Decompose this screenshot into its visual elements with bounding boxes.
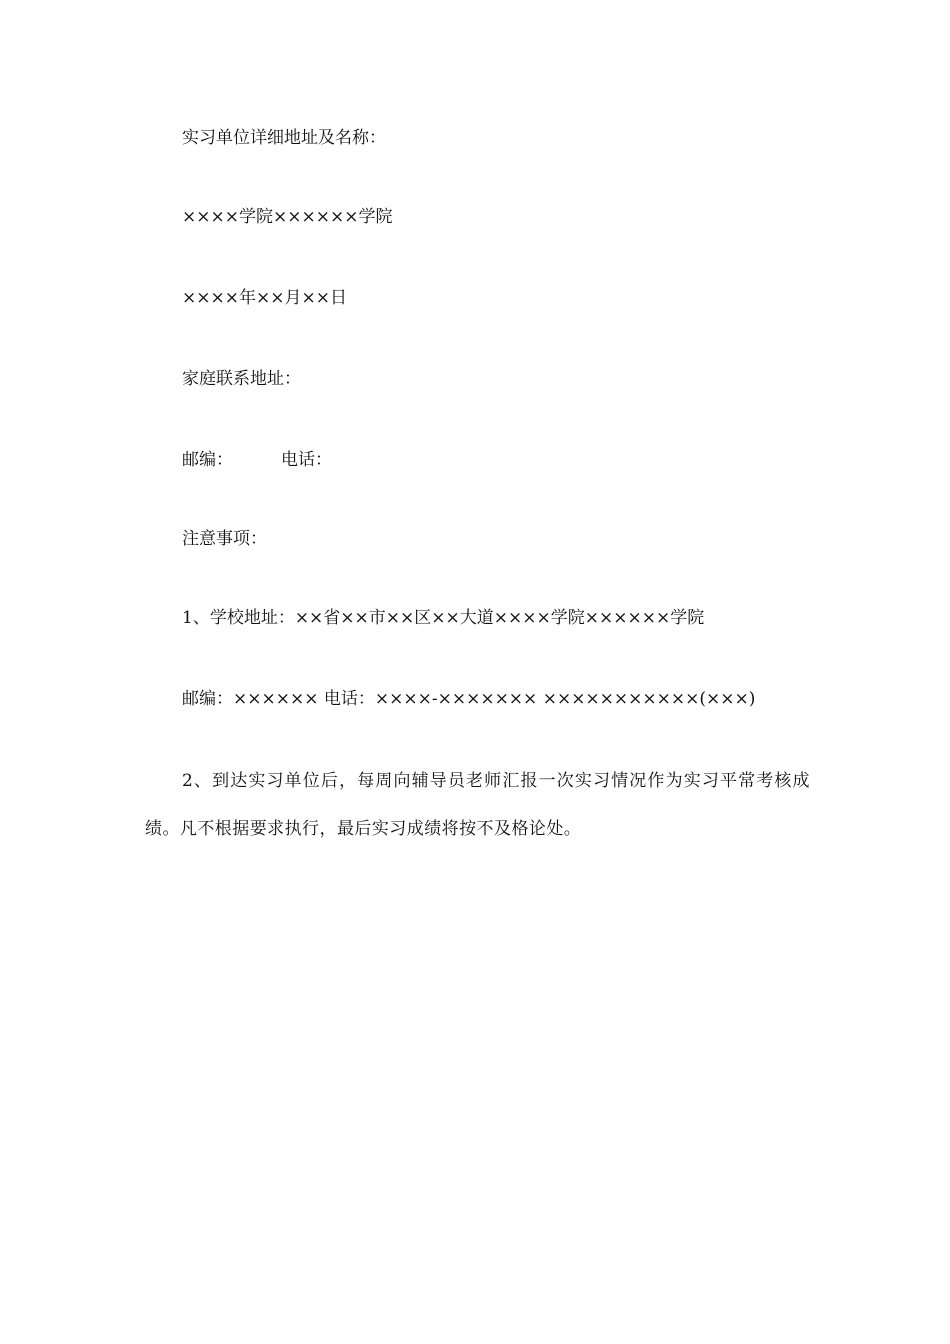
home-address-label: 家庭联系地址：	[182, 369, 301, 389]
postcode-label: 邮编：	[182, 450, 233, 470]
note2-paragraph: 2、到达实习单位后，每周向辅导员老师汇报一次实习情况作为实习平常考核成绩。凡不根据要求执行，最后实习成绩将按不及格论处。	[145, 771, 810, 839]
internship-address-label: 实习单位详细地址及名称：	[182, 128, 386, 148]
phone-label: 电话：	[281, 450, 332, 470]
note1-contact: 邮编：×××××× 电话：××××-××××××× ×××××××××××(×××)	[182, 689, 756, 709]
note1-school-address: 1、学校地址：××省××市××区××大道××××学院××××××学院	[182, 608, 705, 628]
date-line: ××××年××月××日	[182, 288, 347, 308]
postcode-phone-row	[182, 449, 332, 471]
notes-title: 注意事项：	[182, 529, 267, 549]
college-name: ××××学院××××××学院	[182, 207, 393, 227]
